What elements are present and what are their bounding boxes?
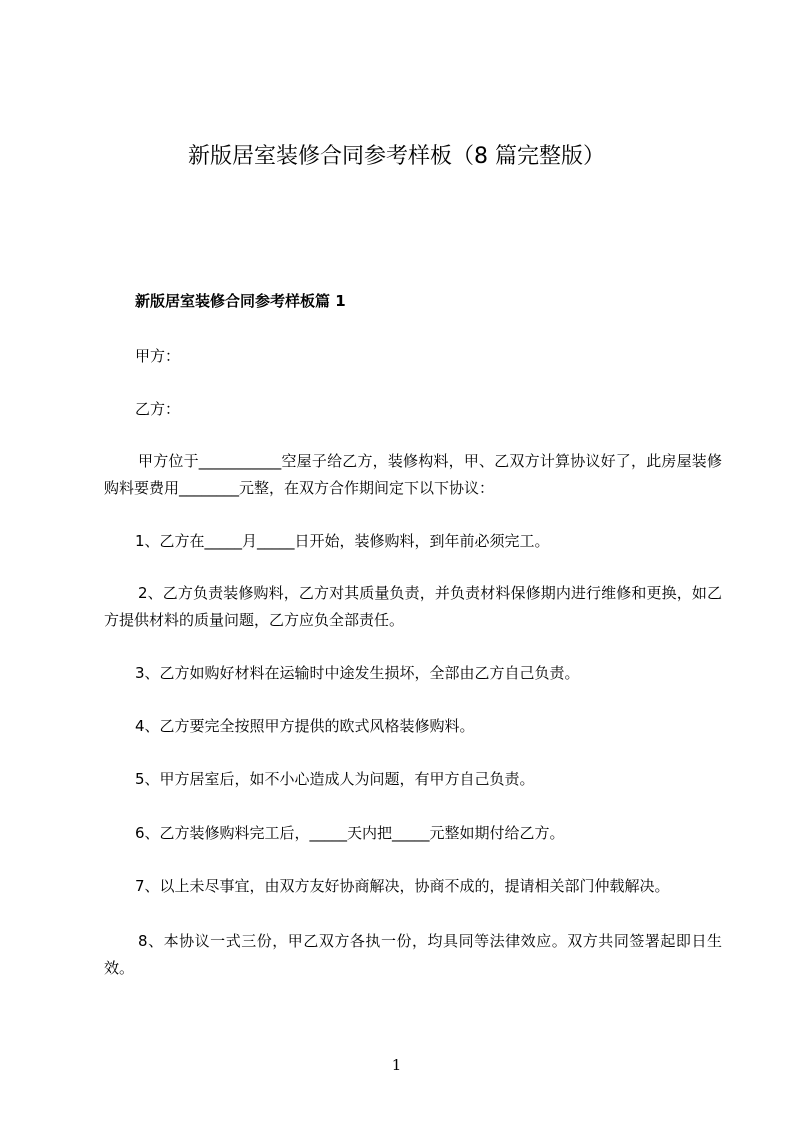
clause-7: 7、以上未尽事宜，由双方友好协商解决，协商不成的，提请相关部门仲载解决。	[135, 877, 670, 895]
clause-3: 3、乙方如购好材料在运输时中途发生损坏，全部由乙方自己负责。	[135, 664, 580, 682]
clause-5: 5、甲方居室后，如不小心造成人为问题，有甲方自己负责。	[135, 770, 535, 788]
section-heading: 新版居室装修合同参考样板篇 1	[135, 292, 346, 310]
document-title: 新版居室装修合同参考样板（8 篇完整版）	[188, 144, 605, 169]
party-a-label: 甲方：	[135, 347, 181, 365]
page-number: 1	[391, 1056, 402, 1074]
clause-1: 1、乙方在_____月_____日开始，装修购料，到年前必须完工。	[135, 532, 550, 550]
clause-6: 6、乙方装修购料完工后，_____天内把_____元整如期付给乙方。	[135, 824, 565, 842]
intro-paragraph: 甲方位于___________空屋子给乙方，装修构料，甲、乙双方计算协议好了，此房屋装修购料要费用________元整，在双方合作期间定下以下协议：	[104, 452, 722, 497]
party-b-label: 乙方：	[135, 400, 181, 418]
clause-2: 2、乙方负责装修购料，乙方对其质量负责，并负责材料保修期内进行维修和更换，如乙方提供材料的质量问题，乙方应负全部责任。	[104, 584, 722, 629]
clause-8: 8、本协议一式三份，甲乙双方各执一份，均具同等法律效应。双方共同签署起即日生效。	[104, 932, 722, 977]
clause-4: 4、乙方要完全按照甲方提供的欧式风格装修购料。	[135, 717, 475, 735]
